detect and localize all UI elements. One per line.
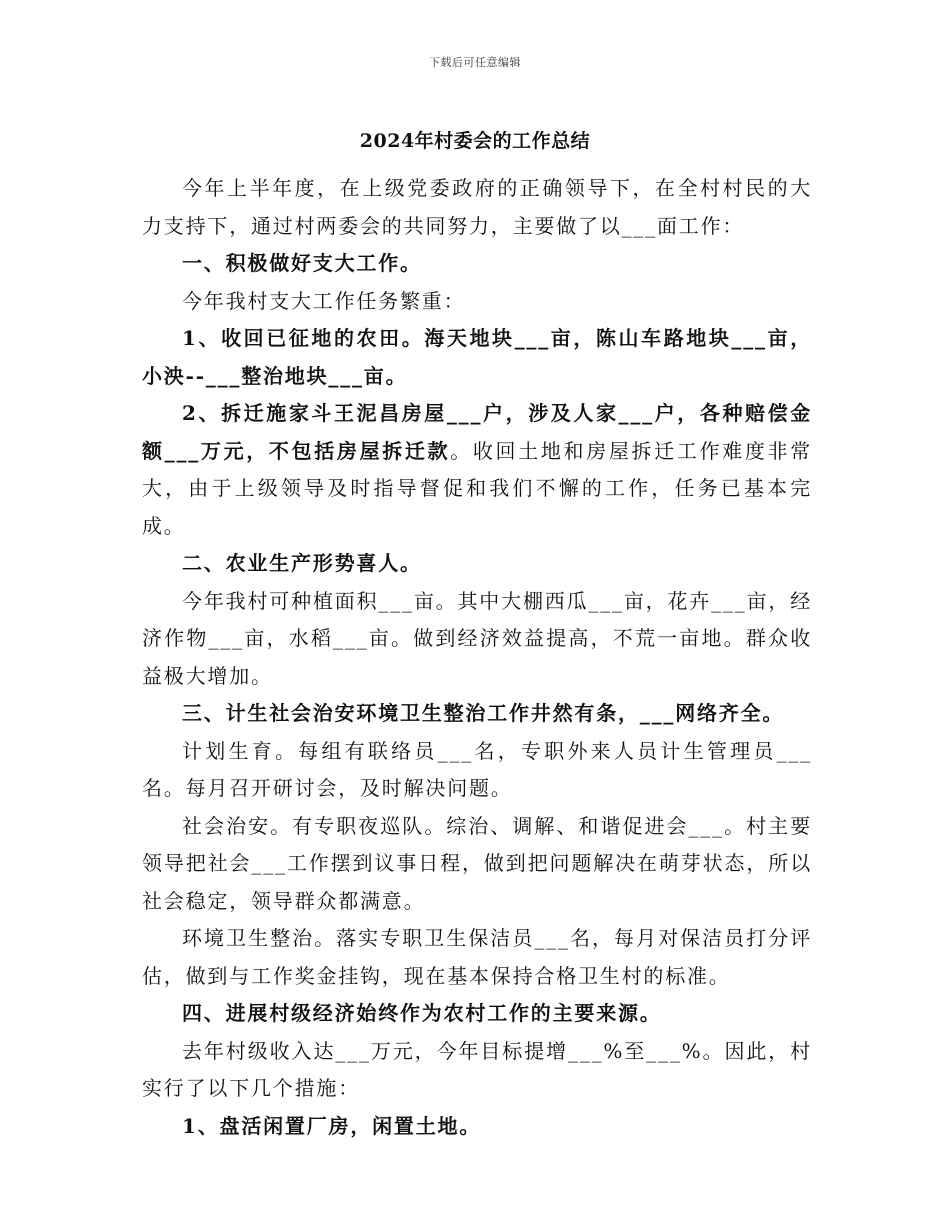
paragraph-village-income: 去年村级收入达___万元，今年目标提增___%至___%。因此，村实行了以下几个措施：	[142, 1038, 812, 1100]
list-item-2-normal-text: 。收回土地和房屋拆迁工作难度非常大，由于上级领导及时指导督促和我们不懈的工作，任务已基本完成。	[142, 438, 812, 538]
list-item-1-reclaim-farmland: 1、收回已征地的农田。海天地块___亩，陈山车路地块___亩，小泱--___整治地块___亩。	[142, 326, 812, 388]
document-title: 2024年村委会的工作总结	[359, 130, 591, 152]
document-body	[142, 170, 812, 1145]
section-heading-2: 二、农业生产形势喜人。	[182, 551, 422, 575]
paragraph-task-intro: 今年我村支大工作任务繁重：	[182, 288, 466, 313]
paragraph-family-planning: 计划生育。每组有联络员___名，专职外来人员计生管理员___名。每月召开研讨会，及时解决问题。	[142, 738, 812, 800]
list-item-2-bold-text: 2、拆迁施家斗王泥昌房屋___户，涉及人家___户，各种赔偿金额___万元，不包括房屋拆迁款	[142, 401, 812, 463]
paragraph-sanitation: 环境卫生整治。落实专职卫生保洁员___名，每月对保洁员打分评估，做到与工作奖金挂钩，现在基本保持合格卫生村的标准。	[142, 926, 812, 988]
paragraph-intro: 今年上半年度，在上级党委政府的正确领导下，在全村村民的大力支持下，通过村两委会的共同努力，主要做了以___面工作：	[142, 176, 812, 238]
list-item-1-idle-assets: 1、盘活闲置厂房，闲置土地。	[182, 1113, 482, 1138]
header-note: 下载后可任意编辑	[429, 56, 521, 69]
paragraph-public-security: 社会治安。有专职夜巡队。综治、调解、和谐促进会___。村主要领导把社会___工作摆到议事日程，做到把问题解决在萌芽状态，所以社会稳定，领导群众都满意。	[142, 813, 812, 913]
paragraph-agriculture: 今年我村可种植面积___亩。其中大棚西瓜___亩，花卉___亩，经济作物___亩，水稻___亩。做到经济效益提高，不荒一亩地。群众收益极大增加。	[142, 588, 812, 688]
section-heading-1: 一、积极做好支大工作。	[182, 251, 422, 275]
section-heading-3: 三、计生社会治安环境卫生整治工作井然有条，___网络齐全。	[182, 701, 785, 725]
section-heading-4: 四、进展村级经济始终作为农村工作的主要来源。	[182, 1001, 662, 1025]
list-item-2-demolition	[142, 395, 812, 545]
